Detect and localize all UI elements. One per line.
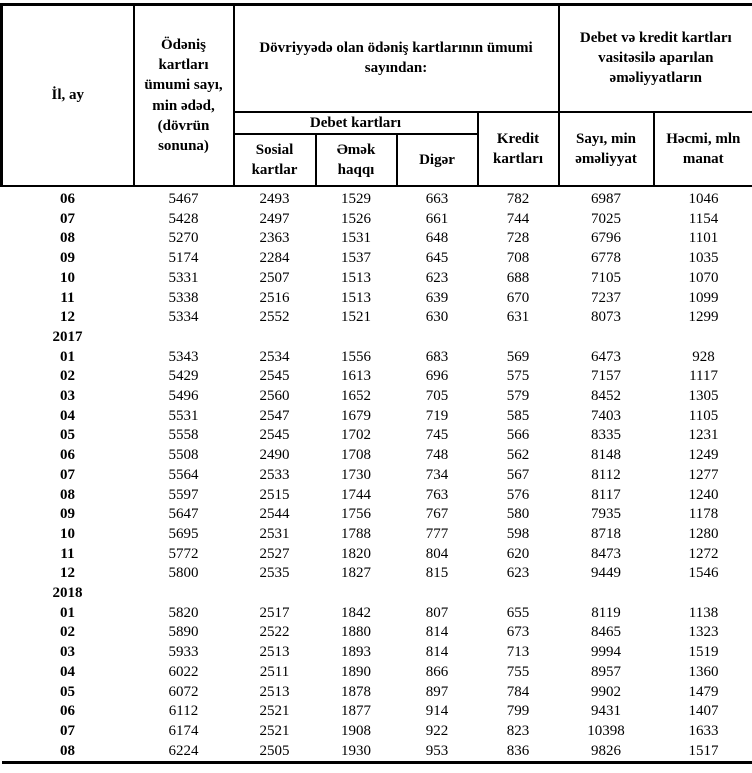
cell-value: 1513 [341,289,371,306]
cell-value: 784 [506,683,530,700]
cell-value: 9826 [559,742,654,763]
month-label: 12 [60,309,75,326]
cell-value [134,328,234,348]
cell-value: 814 [425,624,449,641]
header-payment-cards-total: Ödəniş kartları ümumi sayı, min ədəd, (dövrün sonuna) [134,5,234,187]
cell-value: 5331 [168,269,199,286]
cell-value: 1730 [341,466,371,483]
cell-value: 1360 [688,663,719,680]
month-label: 02 [60,368,75,385]
cell-value: 8112 [591,466,621,483]
cell-value: 1613 [341,368,371,385]
cell-value: 914 [425,703,449,720]
data-row [2,387,752,407]
header-social-cards: Sosial kartlar [234,134,316,186]
cell-value: 755 [506,663,530,680]
cell-value: 1556 [341,348,371,365]
cell-value: 598 [506,525,530,542]
month-label: 07 [60,210,75,227]
header-circulation-group: Dövriyyədə olan ödəniş kartlarının ümumi sayından: [234,5,559,112]
data-row [2,486,752,506]
cell-value: 631 [506,309,530,326]
cell-value: 8117 [591,486,621,503]
cell-value: 2560 [259,388,290,405]
data-row [2,564,752,584]
cell-value: 8957 [591,663,622,680]
cell-value: 670 [506,289,530,306]
data-row [2,426,752,446]
cell-value: 5338 [168,289,199,306]
cell-value [559,328,654,348]
data-row [2,742,752,763]
cell-value: 708 [506,250,530,267]
cell-value: 8718 [591,525,622,542]
cell-value: 748 [425,447,449,464]
cell-value: 562 [506,447,530,464]
cell-value: 804 [425,545,449,562]
cell-value: 7935 [591,506,622,523]
cell-value: 5343 [168,348,199,365]
cell-value: 6224 [134,742,234,763]
data-row [2,702,752,722]
cell-value: 5647 [168,506,199,523]
data-row [2,249,752,269]
month-label: 09 [60,506,75,523]
cell-value: 953 [397,742,478,763]
cell-value: 2552 [259,309,290,326]
header-salary-cards: Əmək haqqı [316,134,397,186]
month-label: 08 [2,742,134,763]
cell-value: 5564 [168,466,199,483]
cell-value: 1744 [341,486,371,503]
cell-value: 1827 [341,565,371,582]
cell-value [316,328,397,348]
cell-value: 661 [425,210,449,227]
cell-value: 2511 [259,663,290,680]
cell-value: 9449 [591,565,622,582]
cell-value: 1878 [341,683,371,700]
cell-value: 5695 [168,525,199,542]
cell-value: 823 [506,722,530,739]
cell-value: 2505 [234,742,316,763]
cell-value: 567 [506,466,530,483]
month-label: 05 [60,683,75,700]
cell-value: 2507 [259,269,290,286]
cell-value: 1231 [688,427,719,444]
cell-value: 1046 [688,191,719,207]
cell-value: 1708 [341,447,371,464]
cell-value: 8148 [591,447,622,464]
cell-value: 5496 [168,388,199,405]
header-operations-volume: Həcmi, mln manat [654,112,752,187]
cell-value: 1531 [341,230,371,247]
cell-value: 6778 [591,250,622,267]
cell-value: 8473 [591,545,622,562]
cell-value: 648 [425,230,449,247]
cell-value: 763 [425,486,449,503]
cell-value [654,328,752,348]
cell-value: 7403 [591,407,622,424]
cell-value: 1513 [341,269,371,286]
cell-value: 5558 [168,427,199,444]
cell-value: 683 [425,348,449,365]
cell-value [654,584,752,604]
cell-value: 2545 [259,427,290,444]
cell-value: 807 [425,604,449,621]
cell-value: 5467 [168,191,199,207]
cell-value: 6987 [591,191,622,207]
data-row [2,348,752,368]
cell-value: 897 [425,683,449,700]
cell-value: 1299 [688,309,719,326]
cell-value [316,584,397,604]
cell-value: 1272 [688,545,719,562]
cell-value: 5429 [168,368,199,385]
data-row [2,466,752,486]
cell-value: 1529 [341,191,371,207]
month-label: 11 [60,545,75,562]
cell-value: 1178 [688,506,719,523]
cell-value [478,328,559,348]
cell-value: 1117 [689,368,718,385]
data-row [2,269,752,289]
cell-value: 2517 [259,604,290,621]
cell-value: 2284 [259,250,290,267]
cell-value: 5772 [168,545,199,562]
cell-value: 9994 [591,644,622,661]
data-row [2,186,752,210]
cell-value: 2547 [259,407,290,424]
cell-value: 815 [425,565,449,582]
cell-value: 1880 [341,624,371,641]
cell-value [478,584,559,604]
cell-value: 1820 [341,545,371,562]
cell-value: 1756 [341,506,371,523]
cell-value: 2522 [259,624,290,641]
cell-value: 1277 [688,466,719,483]
month-label: 10 [60,525,75,542]
cell-value: 655 [506,604,530,621]
cell-value: 5597 [168,486,199,503]
cell-value: 580 [506,506,530,523]
cell-value: 5890 [168,624,199,641]
cell-value: 623 [425,269,449,286]
cell-value: 1633 [688,722,719,739]
cell-value: 8073 [591,309,622,326]
month-label: 02 [60,624,75,641]
cell-value: 1138 [688,604,719,621]
cell-value: 5334 [168,309,199,326]
cell-value: 585 [506,407,530,424]
cell-value: 576 [506,486,530,503]
data-row [2,604,752,624]
cell-value: 1035 [688,250,719,267]
cell-value: 1479 [688,683,719,700]
cell-value: 1517 [654,742,752,763]
year-row [2,584,752,604]
cell-value: 1101 [688,230,719,247]
data-row [2,525,752,545]
year-row [2,328,752,348]
month-label: 07 [60,466,75,483]
data-row [2,505,752,525]
cell-value: 2516 [259,289,290,306]
cell-value [234,584,316,604]
cell-value: 688 [506,269,530,286]
cell-value: 1893 [341,644,371,661]
cell-value: 1323 [688,624,719,641]
cell-value: 6112 [168,703,199,720]
cell-value: 2531 [259,525,290,542]
month-label: 06 [60,703,75,720]
cell-value: 7157 [591,368,622,385]
cell-value: 5508 [168,447,199,464]
cell-value: 1702 [341,427,371,444]
cell-value: 2534 [259,348,290,365]
cell-value: 728 [506,230,530,247]
cell-value: 1070 [688,269,719,286]
cell-value: 5270 [168,230,199,247]
cell-value: 922 [425,722,449,739]
cell-value: 1521 [341,309,371,326]
month-label: 11 [60,289,75,306]
cell-value: 1679 [341,407,371,424]
cell-value: 10398 [587,722,625,739]
year-label: 2017 [52,328,83,345]
header-year-month: İl, ay [2,5,134,187]
cell-value: 1154 [688,210,719,227]
month-label: 03 [60,644,75,661]
data-row [2,663,752,683]
cell-value: 566 [506,427,530,444]
data-row [2,722,752,742]
table-body [2,186,752,763]
cell-value: 1546 [688,565,719,582]
header-other-cards: Digər [397,134,478,186]
month-label: 07 [60,722,75,739]
data-row [2,407,752,427]
cell-value: 928 [692,348,715,365]
header-operations-count: Sayı, min əməliyyat [559,112,654,187]
cell-value: 1526 [341,210,371,227]
data-row [2,367,752,387]
cell-value: 782 [506,191,530,207]
month-label: 01 [60,604,75,621]
payment-cards-statistics-table [0,3,752,764]
cell-value: 1908 [341,722,371,739]
cell-value: 2513 [259,683,290,700]
cell-value: 1890 [341,663,371,680]
data-row [2,623,752,643]
month-label: 12 [60,565,75,582]
cell-value: 5800 [168,565,199,582]
cell-value: 7025 [591,210,622,227]
data-row [2,210,752,230]
cell-value: 1099 [688,289,719,306]
cell-value: 1519 [688,644,719,661]
cell-value [397,584,478,604]
cell-value: 2535 [259,565,290,582]
month-label: 08 [60,486,75,503]
cell-value: 1249 [688,447,719,464]
cell-value: 1305 [688,388,719,405]
cell-value: 1877 [341,703,371,720]
cell-value: 579 [506,388,530,405]
cell-value: 6022 [168,663,199,680]
month-label: 01 [60,348,75,365]
table-header [2,5,752,187]
month-label: 06 [60,447,75,464]
cell-value: 6072 [168,683,199,700]
month-label: 08 [60,230,75,247]
cell-value: 2515 [259,486,290,503]
cell-value: 799 [506,703,530,720]
month-label: 09 [60,250,75,267]
cell-value [234,328,316,348]
year-label: 2018 [52,585,83,602]
cell-value: 620 [506,545,530,562]
cell-value: 1537 [341,250,371,267]
header-operations-group: Debet və kredit kartları vasitəsilə aparılan əməliyyatların [559,5,752,112]
data-row [2,643,752,663]
cell-value: 1280 [688,525,719,542]
cell-value: 8335 [591,427,622,444]
data-row [2,308,752,328]
data-row [2,683,752,703]
cell-value: 745 [425,427,449,444]
cell-value: 8452 [591,388,622,405]
cell-value: 713 [506,644,530,661]
month-label: 04 [60,407,75,424]
cell-value: 705 [425,388,449,405]
cell-value: 2513 [259,644,290,661]
cell-value: 663 [425,191,449,207]
cell-value: 9431 [591,703,622,720]
cell-value: 777 [425,525,449,542]
header-credit-cards: Kredit kartları [478,112,559,187]
cell-value: 1105 [688,407,719,424]
cell-value: 6796 [591,230,622,247]
cell-value: 2527 [259,545,290,562]
data-row [2,289,752,309]
cell-value: 866 [425,663,449,680]
cell-value: 2545 [259,368,290,385]
month-label: 04 [60,663,75,680]
cell-value: 2493 [259,191,290,207]
cell-value: 1240 [688,486,719,503]
data-row [2,446,752,466]
cell-value: 836 [478,742,559,763]
cell-value: 2544 [259,506,290,523]
cell-value: 2490 [259,447,290,464]
month-label: 03 [60,388,75,405]
cell-value: 6174 [168,722,199,739]
cell-value: 1788 [341,525,371,542]
cell-value: 719 [425,407,449,424]
cell-value: 2521 [259,722,290,739]
cell-value: 5428 [168,210,199,227]
cell-value: 744 [506,210,530,227]
cell-value: 673 [506,624,530,641]
data-row [2,545,752,565]
cell-value: 7237 [591,289,622,306]
cell-value: 814 [425,644,449,661]
cell-value: 2363 [259,230,290,247]
cell-value: 9902 [591,683,622,700]
cell-value: 639 [425,289,449,306]
cell-value: 767 [425,506,449,523]
cell-value: 7105 [591,269,622,286]
cell-value: 569 [506,348,530,365]
cell-value: 623 [506,565,530,582]
month-label: 05 [60,427,75,444]
cell-value: 645 [425,250,449,267]
cell-value: 5820 [168,604,199,621]
cell-value: 2521 [259,703,290,720]
cell-value: 696 [425,368,449,385]
cell-value: 1842 [341,604,371,621]
cell-value: 6473 [591,348,622,365]
cell-value: 734 [425,466,449,483]
cell-value [134,584,234,604]
data-row [2,229,752,249]
cell-value: 8465 [591,624,622,641]
month-label: 06 [60,191,75,207]
cell-value: 1930 [316,742,397,763]
cell-value: 2497 [259,210,290,227]
cell-value: 630 [425,309,449,326]
month-label: 10 [60,269,75,286]
header-row-groups [2,5,752,112]
cell-value: 1652 [341,388,371,405]
cell-value: 8119 [591,604,621,621]
header-debit-cards-group: Debet kartları [234,112,478,135]
cell-value: 5531 [168,407,199,424]
cell-value [397,328,478,348]
cell-value: 575 [506,368,530,385]
cell-value: 5174 [168,250,199,267]
cell-value: 2533 [259,466,290,483]
cell-value: 1407 [688,703,719,720]
cell-value: 5933 [168,644,199,661]
cell-value [559,584,654,604]
